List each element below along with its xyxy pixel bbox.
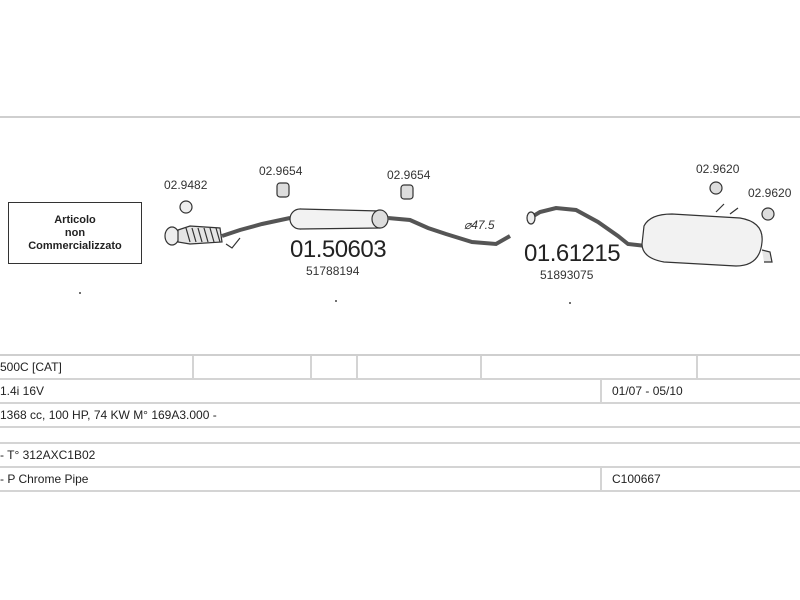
front-pipe (222, 218, 290, 236)
bracket (226, 238, 240, 248)
part-code-5[interactable]: 02.9620 (748, 186, 792, 200)
engine-cell: 1.4i 16V (0, 384, 45, 398)
chrome-pipe-cell: - P Chrome Pipe (0, 472, 89, 486)
chrome-code-cell[interactable]: C100667 (612, 472, 661, 486)
pipe-diameter-label: ⌀47.5 (464, 218, 495, 232)
marker-dot (569, 302, 571, 304)
not-sold-note (8, 202, 142, 264)
front-muffler (290, 209, 388, 229)
front-muffler-oem: 51788194 (306, 264, 360, 278)
note-line-1: Articolo (54, 213, 96, 226)
rear-muffler (642, 204, 772, 266)
rear-muffler-oem: 51893075 (540, 268, 594, 282)
table-spacer (0, 428, 800, 444)
table-row (0, 356, 800, 380)
rear-muffler-code[interactable]: 01.61215 (524, 240, 621, 267)
part-code-4[interactable]: 02.9620 (696, 162, 740, 176)
front-flange (165, 226, 222, 245)
exhaust-diagram (0, 118, 800, 354)
vehicle-info-table (0, 354, 800, 492)
front-muffler-code[interactable]: 01.50603 (290, 236, 387, 263)
spec-cell: 1368 cc, 100 HP, 74 KW M° 169A3.000 - (0, 408, 217, 422)
note-line-2: non (64, 226, 86, 239)
marker-dot (79, 292, 81, 294)
type-cell: - T° 312AXC1B02 (0, 448, 96, 462)
years-cell: 01/07 - 05/10 (612, 384, 683, 398)
table-row (0, 380, 800, 404)
part-code-1[interactable]: 02.9482 (164, 178, 208, 192)
model-cell: 500C [CAT] (0, 360, 62, 374)
note-line-3: Commercializzato (28, 239, 122, 252)
marker-dot (335, 300, 337, 302)
table-row (0, 444, 800, 468)
table-row (0, 404, 800, 428)
part-code-3[interactable]: 02.9654 (387, 168, 431, 182)
table-row (0, 468, 800, 492)
part-code-2[interactable]: 02.9654 (259, 164, 303, 178)
